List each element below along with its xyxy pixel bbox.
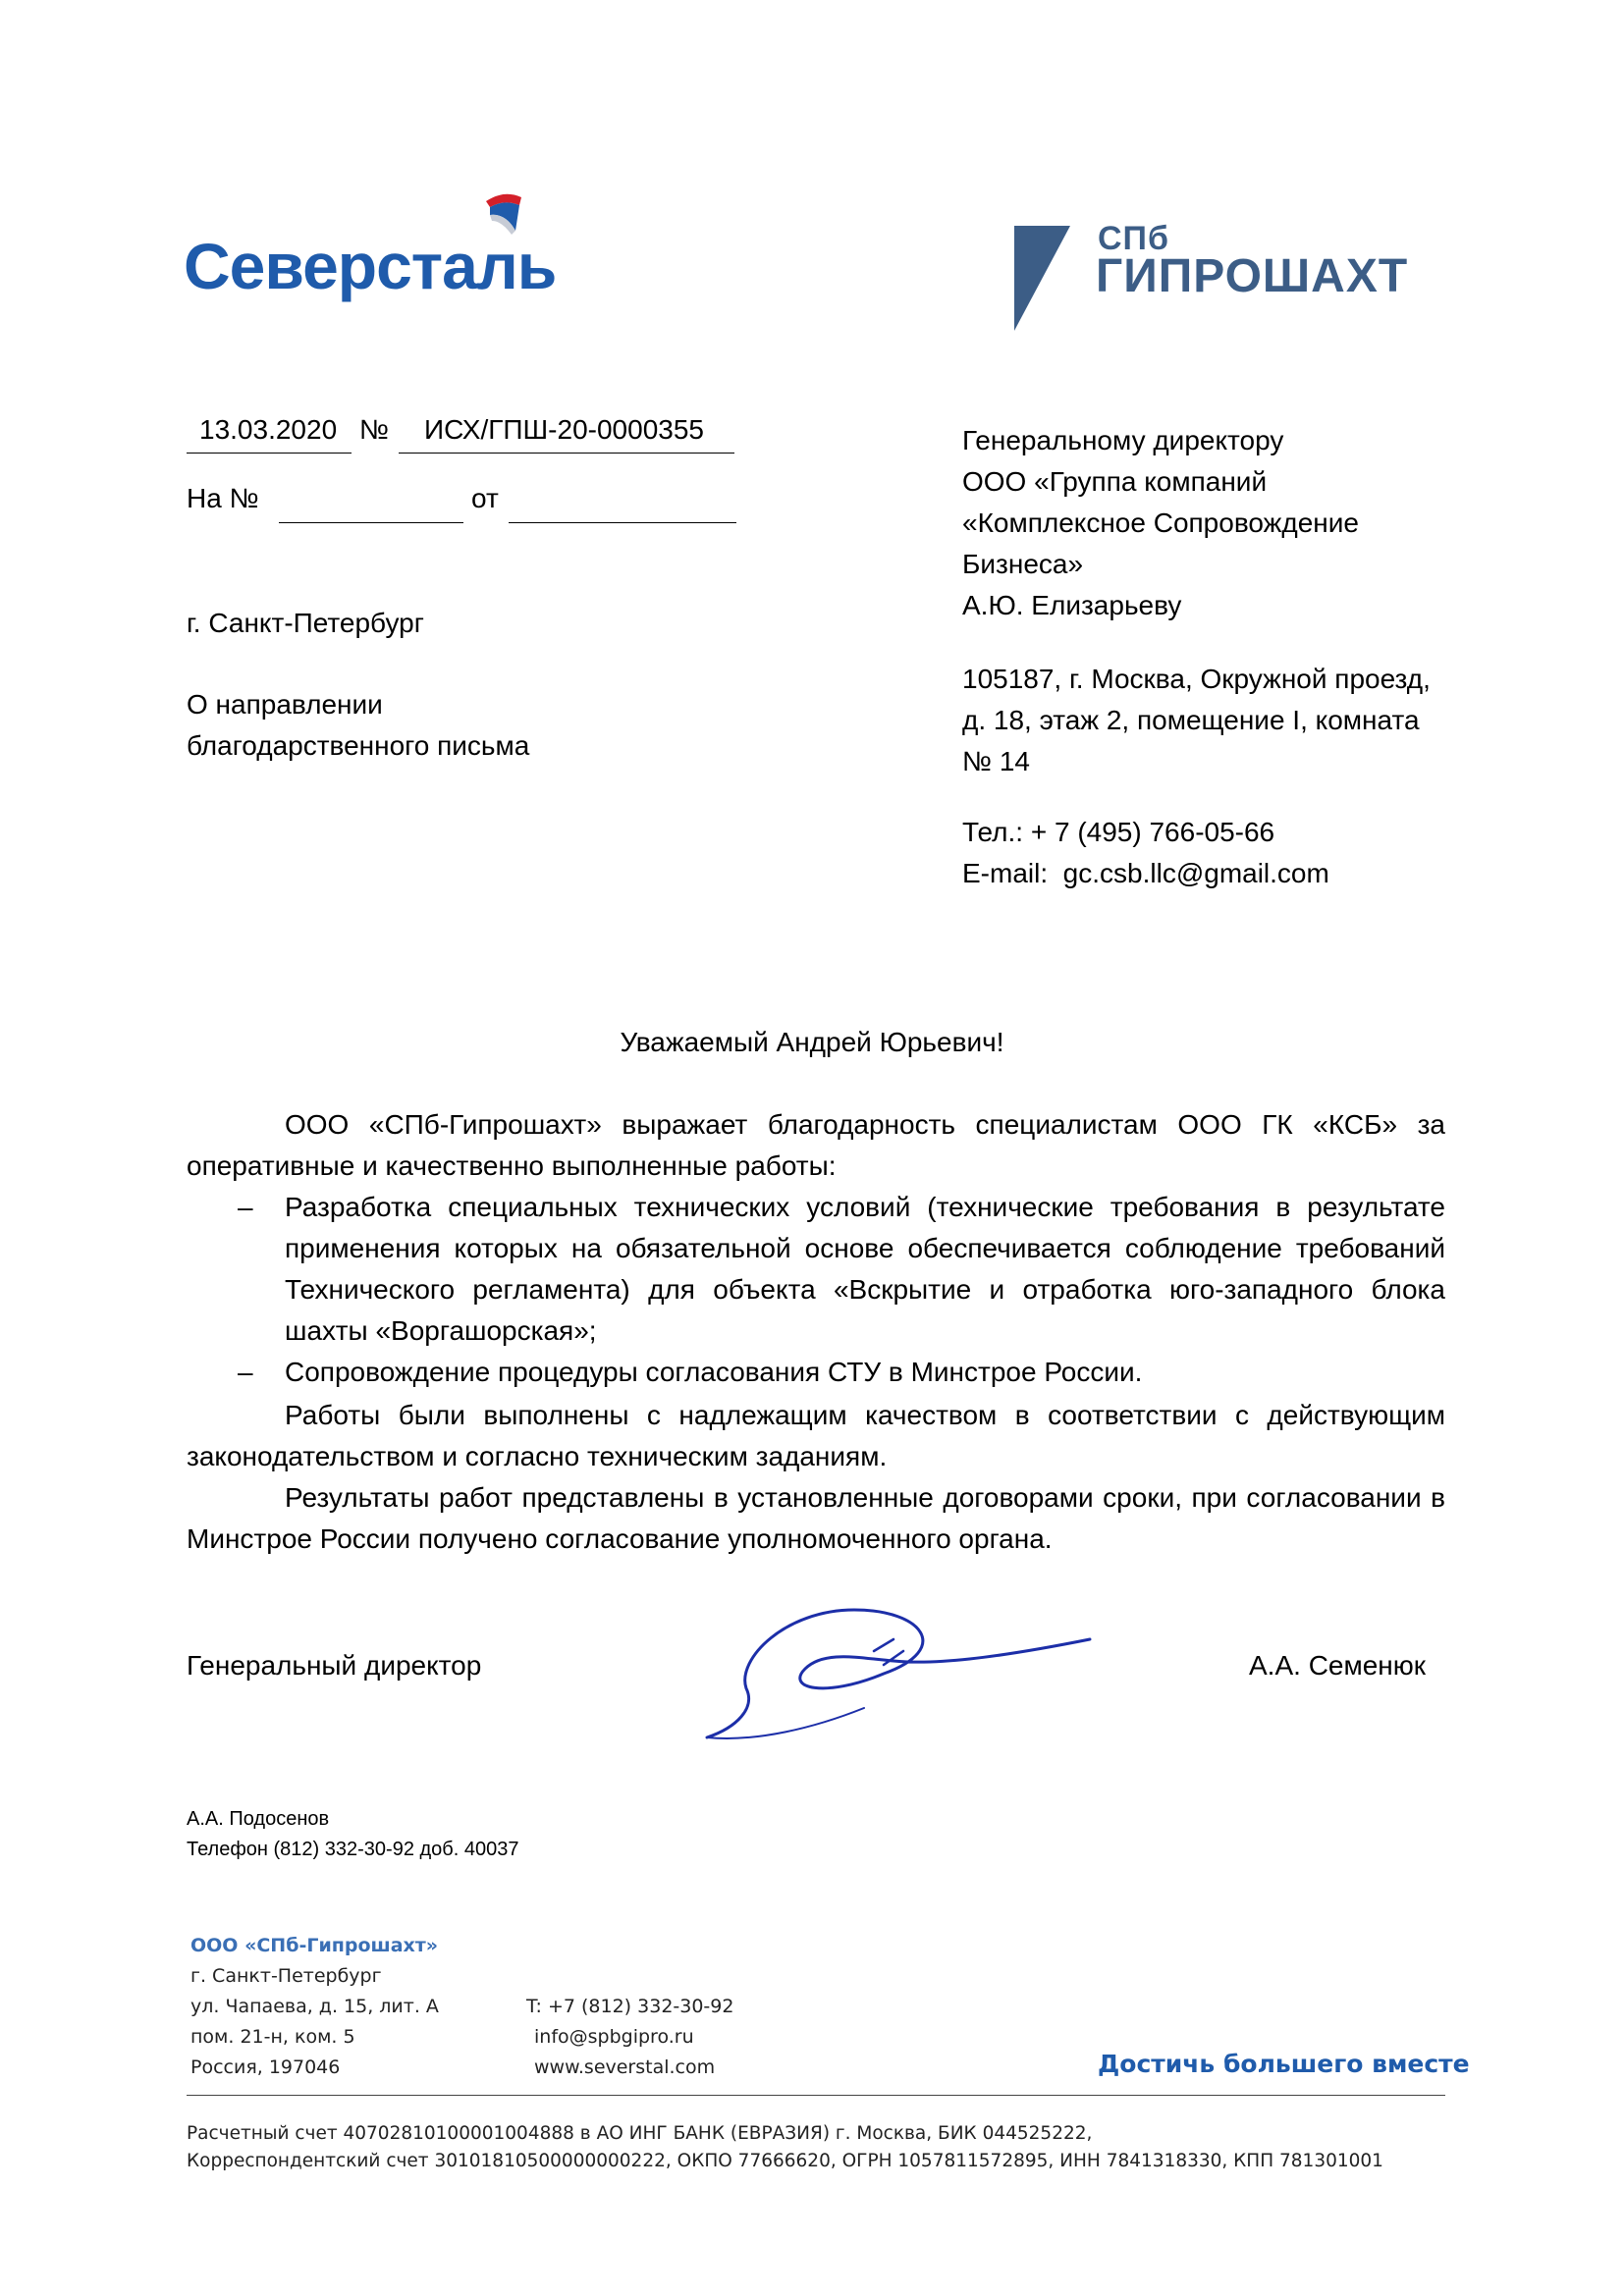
address-line: 105187, г. Москва, Окружной проезд, — [962, 664, 1431, 694]
address-line: № 14 — [962, 746, 1030, 776]
bullet-item — [187, 1187, 1445, 1352]
handwritten-signature — [697, 1580, 1110, 1757]
letter-date: 13.03.2020 — [199, 414, 338, 445]
severstal-emblem-icon — [476, 191, 525, 239]
bank-line-1: Расчетный счет 40702810100001004888 в АО ИНГ БАНК (ЕВРАЗИЯ) г. Москва, БИК 044525222, — [187, 2123, 1093, 2144]
paragraph-2 — [187, 1395, 1445, 1477]
paragraph-2-text: Работы были выполнены с надлежащим качеством в соответствии с действующим законодательством и согласно техническим заданиям. — [187, 1400, 1445, 1471]
reference-label: На № — [187, 483, 259, 513]
footer-divider — [187, 2095, 1445, 2096]
recipient-line: «Комплексное Сопровождение — [962, 507, 1359, 538]
intro-paragraph — [187, 1104, 1445, 1187]
footer-company-block — [190, 1931, 439, 2083]
severstal-logo — [184, 191, 557, 309]
footer-phone: T: +7 (812) 332-30-92 — [526, 1996, 734, 2017]
recipient-address — [962, 659, 1431, 782]
subject-line-2: благодарственного письма — [187, 730, 530, 761]
contact-phone: Телефон (812) 332-30-92 доб. 40037 — [187, 1839, 519, 1860]
footer-site: www.severstal.com — [534, 2056, 716, 2078]
recipient-contacts — [962, 812, 1329, 894]
footer-contacts — [526, 1992, 733, 2083]
severstal-logo-text: Северсталь — [184, 230, 557, 302]
greeting: Уважаемый Андрей Юрьевич! — [620, 1027, 1004, 1057]
paragraph-3-text: Результаты работ представлены в установленные договорами сроки, при согласовании в Минстрое России получено согласование уполномоченного органа. — [187, 1482, 1445, 1554]
footer-address-line: Россия, 197046 — [190, 2056, 341, 2078]
recipient-line: Генеральному директору — [962, 425, 1284, 455]
footer-email: info@spbgipro.ru — [534, 2026, 694, 2048]
reference-number-underline — [279, 522, 463, 523]
bullet-text: Сопровождение процедуры согласования СТУ в Минстрое России. — [285, 1357, 1143, 1387]
giproshakht-logo-small: СПб — [1098, 220, 1169, 257]
paragraph-3 — [187, 1477, 1445, 1560]
recipient-block — [962, 420, 1359, 626]
reference-date-underline — [509, 522, 736, 523]
reference-from-label: от — [471, 483, 499, 513]
footer-address-line: ул. Чапаева, д. 15, лит. А — [190, 1996, 439, 2017]
recipient-line: Бизнеса» — [962, 549, 1084, 579]
subject-line-1: О направлении — [187, 689, 383, 720]
recipient-phone: Тел.: + 7 (495) 766-05-66 — [962, 817, 1275, 847]
footer-address-line: пом. 21-н, ком. 5 — [190, 2026, 355, 2048]
signatory-title: Генеральный директор — [187, 1650, 482, 1681]
bank-line-2: Корреспондентский счет 30101810500000000222, ОКПО 77666620, ОГРН 1057811572895, ИНН 7841318330, КПП 781301001 — [187, 2151, 1383, 2171]
contact-name: А.А. Подосенов — [187, 1808, 330, 1830]
letter-number: ИСХ/ГПШ-20-0000355 — [424, 414, 704, 445]
recipient-line: ООО «Группа компаний — [962, 466, 1268, 497]
footer-company-name: ООО «СПб-Гипрошахт» — [190, 1935, 439, 1956]
spbgiproshakht-logo — [1011, 218, 1424, 336]
bullet-dash: – — [238, 1357, 253, 1387]
recipient-email: E-mail: gc.csb.llc@gmail.com — [962, 858, 1329, 888]
giproshakht-logo-big: ГИПРОШАХТ — [1096, 250, 1409, 302]
city: г. Санкт-Петербург — [187, 608, 424, 638]
bullet-text: Разработка специальных технических условий (технические требования в результате применения которых на обязательной основе обеспечивается соблюдение требований Технического регламента) для объекта «Вскрытие и отработка юго-западного блока шахты «Воргашорская»; — [285, 1192, 1445, 1346]
address-line: д. 18, этаж 2, помещение I, комната — [962, 705, 1420, 735]
number-label: № — [359, 414, 390, 445]
bank-details — [187, 2120, 1383, 2175]
date-underline — [187, 453, 352, 454]
footer-address-line: г. Санкт-Петербург — [190, 1965, 382, 1987]
signatory-name: А.А. Семенюк — [1249, 1650, 1427, 1681]
bullet-dash: – — [238, 1192, 253, 1222]
giproshakht-emblem-icon — [1011, 218, 1090, 331]
number-underline — [399, 453, 734, 454]
intro-text: ООО «СПб-Гипрошахт» выражает благодарность специалистам ООО ГК «КСБ» за оперативные и качественно выполненные работы: — [187, 1109, 1445, 1181]
recipient-line: А.Ю. Елизарьеву — [962, 590, 1182, 620]
contact-person — [187, 1804, 519, 1865]
bullet-item — [187, 1352, 1445, 1393]
footer-slogan: Достичь большего вместе — [1098, 2050, 1470, 2078]
